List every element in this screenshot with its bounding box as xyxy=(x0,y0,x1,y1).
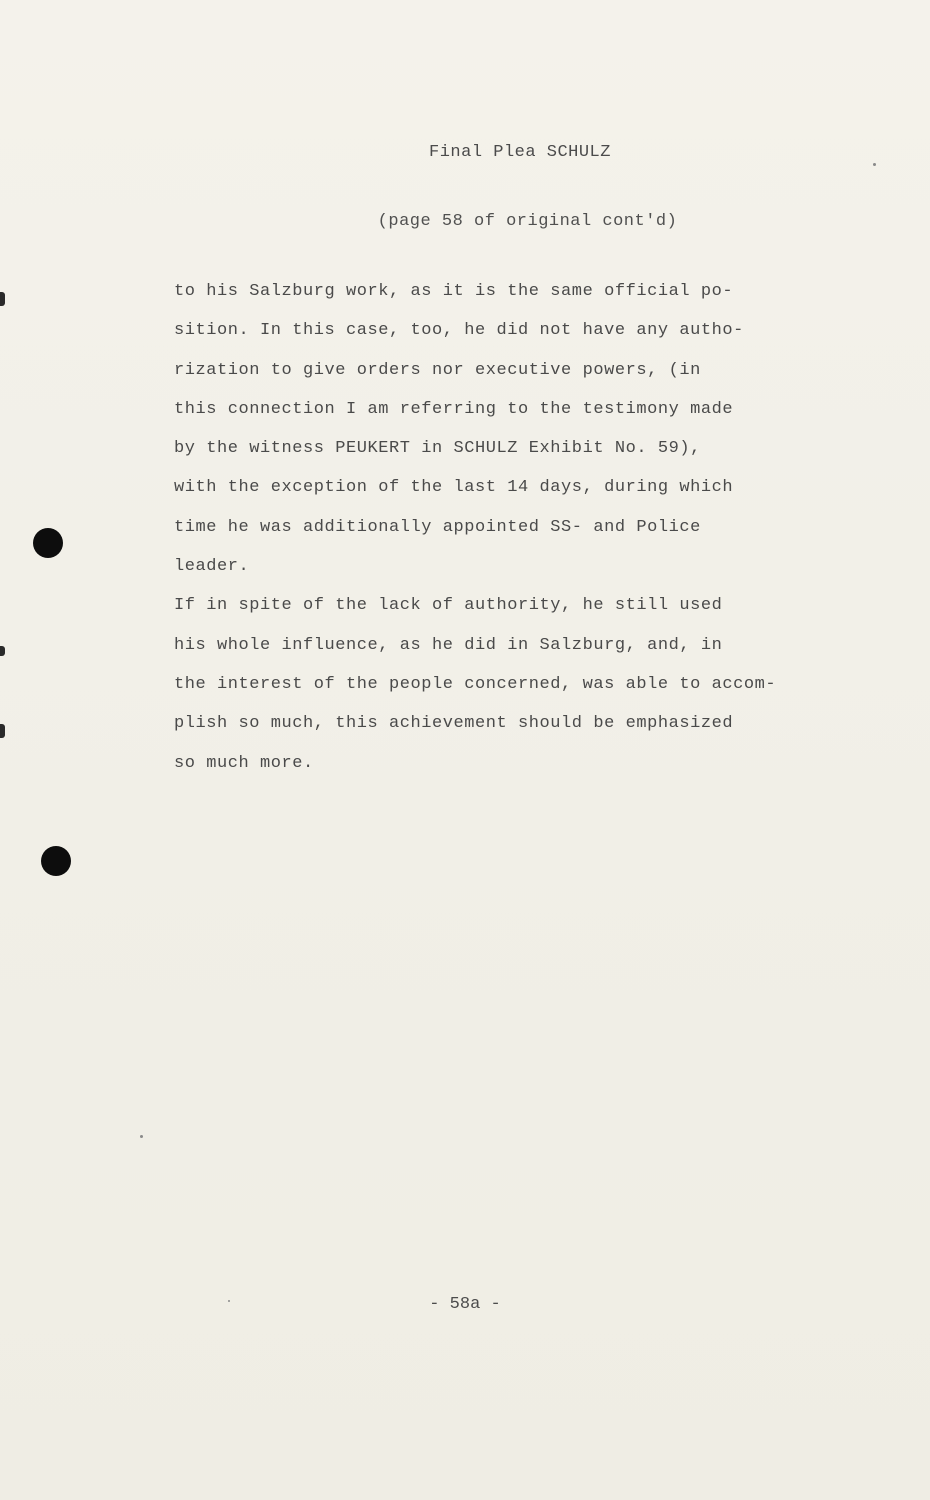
body-line: this connection I am referring to the testimony made xyxy=(174,399,734,419)
paper-speck xyxy=(140,1135,143,1138)
page-number: - 58a - xyxy=(429,1295,501,1314)
body-line: with the exception of the last 14 days, during which xyxy=(174,478,734,498)
body-line: the interest of the people concerned, was able to accom- xyxy=(174,674,777,694)
left-edge-mark xyxy=(0,646,5,656)
body-paragraph xyxy=(174,279,854,790)
document-title: Final Plea SCHULZ xyxy=(429,143,611,162)
punch-hole-upper xyxy=(33,528,63,558)
body-line: so much more. xyxy=(174,753,314,773)
body-line: rization to give orders nor executive powers, (in xyxy=(174,360,701,380)
body-line: by the witness PEUKERT in SCHULZ Exhibit No. 59), xyxy=(174,439,701,459)
body-line: sition. In this case, too, he did not have any autho- xyxy=(174,321,744,341)
paper-speck xyxy=(873,163,876,166)
left-edge-mark xyxy=(0,724,5,738)
body-line: plish so much, this achievement should be emphasized xyxy=(174,714,734,734)
left-edge-mark xyxy=(0,292,5,306)
body-line: If in spite of the lack of authority, he still used xyxy=(174,596,723,616)
punch-hole-lower xyxy=(41,846,71,876)
document-subtitle: (page 58 of original cont'd) xyxy=(377,212,678,231)
body-line: leader. xyxy=(174,557,250,577)
body-line: his whole influence, as he did in Salzburg, and, in xyxy=(174,635,723,655)
body-line: to his Salzburg work, as it is the same official po- xyxy=(174,282,734,301)
body-line: time he was additionally appointed SS- and Police xyxy=(174,517,701,537)
